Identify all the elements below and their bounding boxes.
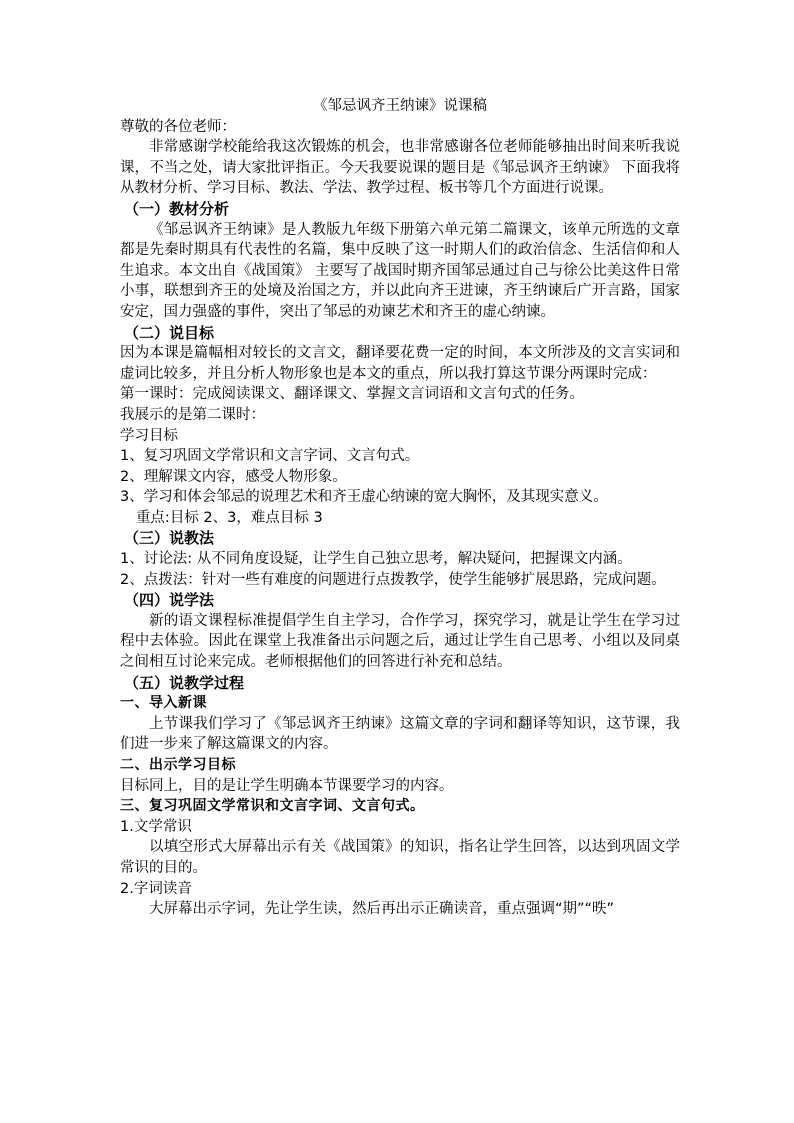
pronunciation-paragraph: 大屏幕出示字词，先让学生读，然后再出示正确读音，重点强调“期”“昳” — [149, 901, 615, 918]
teaching-method-item: 2、点拨法：针对一些有难度的问题进行点拨教学，使学生能够扩展思路，完成问题。 — [120, 571, 666, 588]
section-heading-goals: （二）说目标 — [124, 323, 215, 342]
document-title: 《邹忌讽齐王纳谏》说课稿 — [313, 98, 487, 114]
sub-heading-pronunciation: 2.字词读音 — [120, 880, 192, 897]
sub-heading-literary-knowledge: 1.文学常识 — [120, 818, 192, 835]
teaching-method-item: 1、讨论法: 从不同角度设疑，让学生自己独立思考，解决疑问，把握课文内涵。 — [120, 551, 632, 568]
intro-paragraph: 非常感谢学校能给我这次锻炼的机会，也非常感谢各位老师能够抽出时间来听我说课，不当之处，请大家批评指正。今天我要说课的题目是《邹忌讽齐王纳谏》 下面我将从教材分析、学习目标、教法、学法、教学过程、板书等几个方面进行说课。 — [120, 139, 680, 197]
section-heading-textbook-analysis: （一）教材分析 — [124, 199, 230, 218]
goal-item: 3、学习和体会邹忌的说理艺术和齐王虚心纳谏的宽大胸怀，及其现实意义。 — [120, 489, 608, 506]
learning-methods-paragraph: 新的语文课程标准提倡学生自主学习，合作学习，探究学习，就是让学生在学习过程中去体验。因此在课堂上我准备出示问题之后，通过让学生自己思考、小组以及同桌之间相互讨论来完成。老师根据他们的回答进行补充和总结。 — [120, 612, 680, 671]
section-heading-teaching-process: （五）说教学过程 — [124, 673, 245, 692]
document-page — [120, 96, 680, 920]
section-heading-teaching-methods: （三）说教法 — [124, 529, 215, 548]
second-lesson-line: 我展示的是第二课时： — [120, 406, 265, 423]
step-heading-review: 三、复习巩固文学常识和文言字词、文言句式。 — [120, 798, 425, 815]
goals-label: 学习目标 — [120, 427, 178, 444]
step-heading-show-goals: 二、出示学习目标 — [120, 757, 236, 773]
literary-knowledge-paragraph: 以填空形式大屏幕出示有关《战国策》的知识，指名让学生回答，以达到巩固文学常识的目的。 — [120, 839, 680, 876]
goals-intro-paragraph: 因为本课是篇幅相对较长的文言文，翻译要花费一定的时间，本文所涉及的文言实词和虚词比较多，并且分析人物形象也是本文的重点，所以我打算这节课分两课时完成： — [120, 345, 680, 382]
step-show-goals-paragraph: 目标同上，目的是让学生明确本节课要学习的内容。 — [120, 777, 454, 794]
step-introduction-paragraph: 上节课我们学习了《邹忌讽齐王纳谏》这篇文章的字词和翻译等知识，这节课，我们进一步来了解这篇课文的内容。 — [120, 715, 680, 753]
first-lesson-line: 第一课时：完成阅读课文、翻译课文、掌握文言词语和文言句式的任务。 — [120, 386, 584, 403]
section-heading-learning-methods: （四）说学法 — [124, 591, 215, 610]
greeting: 尊敬的各位老师： — [120, 118, 236, 135]
goal-item: 2、理解课文内容，感受人物形象。 — [120, 468, 347, 485]
step-heading-introduction: 一、导入新课 — [120, 695, 207, 712]
textbook-analysis-paragraph: 《邹忌讽齐王纳谏》是人教版九年级下册第六单元第二篇课文，该单元所选的文章都是先秦时期具有代表性的名篇，集中反映了这一时期人们的政治信念、生活信仰和人生追求。本文出自《战国策》 主要写了战国时期齐国邹忌通过自己与徐公比美这件日常小事，联想到齐王的处境及治国之方，并以此向齐王进谏，齐王纳谏后广开言路，国家安定，国力强盛的事件，突出了邹忌的劝谏艺术和齐王的虚心纳谏。 — [120, 221, 680, 320]
key-points-line: 重点:目标 2、3，难点目标 3 — [135, 509, 323, 526]
goal-item: 1、复习巩固文学常识和文言字词、文言句式。 — [120, 448, 420, 465]
